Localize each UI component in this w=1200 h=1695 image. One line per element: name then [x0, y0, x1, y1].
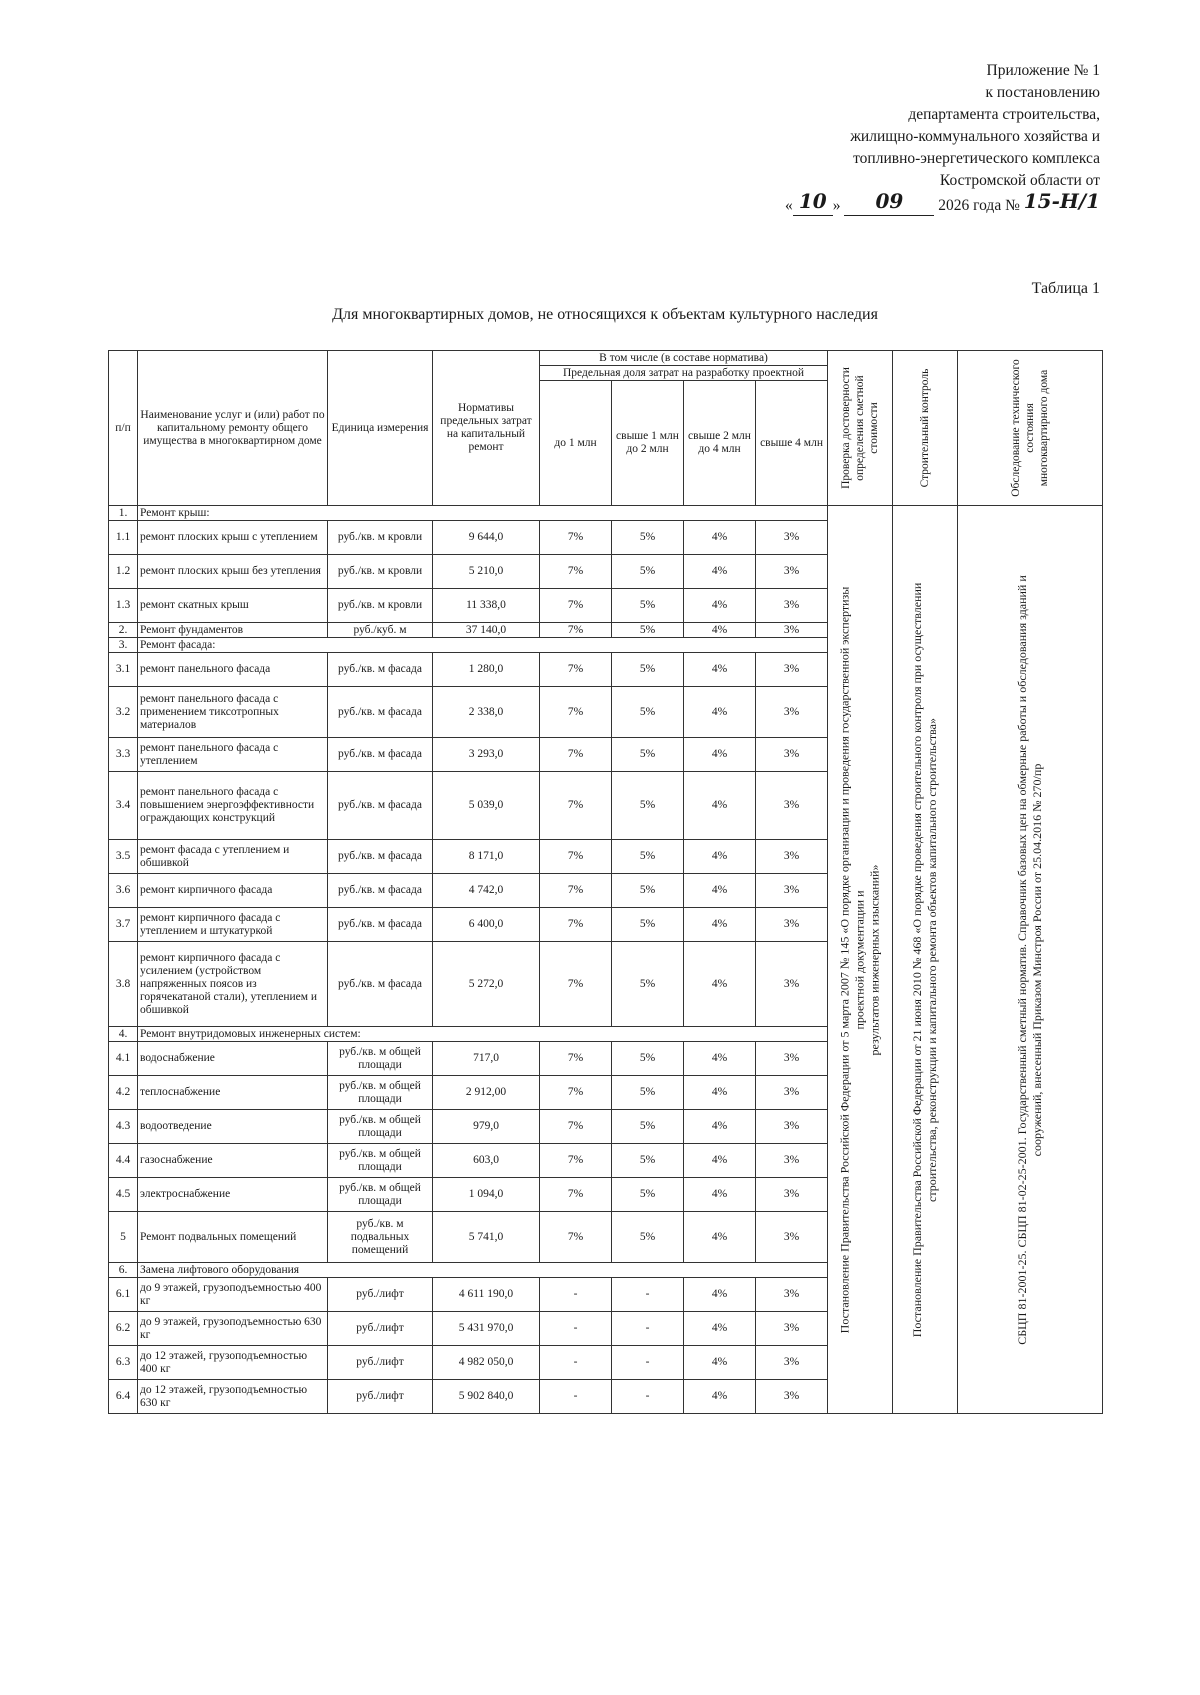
norm-cell: 5 210,0	[433, 555, 540, 589]
row-number: 3.8	[109, 942, 138, 1027]
share-2m-4m: 4%	[684, 687, 756, 738]
unit-cell: руб./кв. м фасада	[328, 874, 433, 908]
header-line: к постановлению	[985, 84, 1100, 101]
share-over-4m: 3%	[756, 1380, 828, 1414]
work-name: электроснабжение	[138, 1178, 328, 1212]
header-line: топливно-энергетического комплекса	[853, 150, 1100, 167]
share-up-to-1m: 7%	[540, 1178, 612, 1212]
share-over-4m: 3%	[756, 1178, 828, 1212]
norm-cell: 37 140,0	[433, 623, 540, 638]
row-number: 3.	[109, 638, 138, 653]
share-over-4m: 3%	[756, 653, 828, 687]
share-1m-2m: 5%	[612, 687, 684, 738]
share-1m-2m: -	[612, 1278, 684, 1312]
norm-cell: 5 902 840,0	[433, 1380, 540, 1414]
share-up-to-1m: 7%	[540, 1042, 612, 1076]
row-number: 4.4	[109, 1144, 138, 1178]
share-2m-4m: 4%	[684, 874, 756, 908]
share-over-4m: 3%	[756, 1212, 828, 1263]
quote-close: »	[832, 197, 841, 214]
share-2m-4m: 4%	[684, 623, 756, 638]
share-over-4m: 3%	[756, 1346, 828, 1380]
share-up-to-1m: -	[540, 1346, 612, 1380]
header-estimate-check: Проверка достоверности определения сметной стоимости	[828, 351, 893, 506]
norm-cell: 5 741,0	[433, 1212, 540, 1263]
section-title: Ремонт крыш:	[138, 506, 828, 521]
share-1m-2m: 5%	[612, 772, 684, 840]
share-2m-4m: 4%	[684, 1144, 756, 1178]
row-number: 2.	[109, 623, 138, 638]
table-row	[109, 506, 1103, 521]
unit-cell: руб./лифт	[328, 1346, 433, 1380]
share-up-to-1m: 7%	[540, 521, 612, 555]
row-number: 4.5	[109, 1178, 138, 1212]
share-1m-2m: 5%	[612, 738, 684, 772]
norm-cell: 717,0	[433, 1042, 540, 1076]
share-up-to-1m: 7%	[540, 772, 612, 840]
header-num: п/п	[109, 351, 138, 506]
date-month: 09	[875, 189, 904, 213]
share-2m-4m: 4%	[684, 653, 756, 687]
share-1m-2m: -	[612, 1346, 684, 1380]
row-number: 1.3	[109, 589, 138, 623]
share-over-4m: 3%	[756, 772, 828, 840]
share-1m-2m: 5%	[612, 908, 684, 942]
share-up-to-1m: 7%	[540, 1144, 612, 1178]
share-2m-4m: 4%	[684, 1380, 756, 1414]
share-1m-2m: 5%	[612, 521, 684, 555]
share-over-4m: 3%	[756, 738, 828, 772]
unit-cell: руб./кв. м фасада	[328, 653, 433, 687]
header-name: Наименование услуг и (или) работ по капитальному ремонту общего имущества в многоквартирном доме	[138, 351, 328, 506]
header-2m-4m: свыше 2 млн до 4 млн	[684, 381, 756, 506]
share-over-4m: 3%	[756, 687, 828, 738]
share-2m-4m: 4%	[684, 772, 756, 840]
section-title: Ремонт фасада:	[138, 638, 828, 653]
table-label: Таблица 1	[1031, 280, 1100, 297]
share-over-4m: 3%	[756, 840, 828, 874]
section-title: Замена лифтового оборудования	[138, 1263, 828, 1278]
norm-cell: 5 431 970,0	[433, 1312, 540, 1346]
work-name: водоснабжение	[138, 1042, 328, 1076]
unit-cell: руб./лифт	[328, 1380, 433, 1414]
work-name: до 12 этажей, грузоподъемностью 400 кг	[138, 1346, 328, 1380]
share-2m-4m: 4%	[684, 942, 756, 1027]
share-2m-4m: 4%	[684, 840, 756, 874]
work-name: ремонт панельного фасада с утеплением	[138, 738, 328, 772]
note-line: строительства, реконструкции и капитального ремонта объектов капитального строительства»	[925, 717, 940, 1202]
share-1m-2m: 5%	[612, 589, 684, 623]
share-up-to-1m: 7%	[540, 874, 612, 908]
share-up-to-1m: 7%	[540, 840, 612, 874]
share-over-4m: 3%	[756, 521, 828, 555]
construction-control-basis	[893, 506, 958, 1414]
unit-cell: руб./кв. м общей площади	[328, 1076, 433, 1110]
work-name: теплоснабжение	[138, 1076, 328, 1110]
share-2m-4m: 4%	[684, 1278, 756, 1312]
section-title: Ремонт внутридомовых инженерных систем:	[138, 1027, 828, 1042]
row-number: 4.	[109, 1027, 138, 1042]
share-up-to-1m: -	[540, 1380, 612, 1414]
norm-cell: 603,0	[433, 1144, 540, 1178]
work-name: Ремонт подвальных помещений	[138, 1212, 328, 1263]
norm-cell: 8 171,0	[433, 840, 540, 874]
norm-cell: 11 338,0	[433, 589, 540, 623]
share-over-4m: 3%	[756, 623, 828, 638]
appendix-header	[785, 60, 1100, 217]
share-over-4m: 3%	[756, 942, 828, 1027]
header-unit: Единица измерения	[328, 351, 433, 506]
row-number: 3.7	[109, 908, 138, 942]
share-1m-2m: -	[612, 1380, 684, 1414]
norm-cell: 9 644,0	[433, 521, 540, 555]
share-up-to-1m: 7%	[540, 687, 612, 738]
share-1m-2m: 5%	[612, 1212, 684, 1263]
share-2m-4m: 4%	[684, 1076, 756, 1110]
quote-open: «	[785, 197, 793, 214]
row-number: 6.1	[109, 1278, 138, 1312]
header-date-line	[785, 189, 1100, 217]
share-over-4m: 3%	[756, 555, 828, 589]
share-over-4m: 3%	[756, 874, 828, 908]
table-caption: Для многоквартирных домов, не относящихся к объектам культурного наследия	[332, 306, 878, 323]
share-over-4m: 3%	[756, 1076, 828, 1110]
share-over-4m: 3%	[756, 1110, 828, 1144]
share-1m-2m: 5%	[612, 555, 684, 589]
row-number: 3.1	[109, 653, 138, 687]
share-2m-4m: 4%	[684, 908, 756, 942]
header-up-to-1m: до 1 млн	[540, 381, 612, 506]
unit-cell: руб./лифт	[328, 1312, 433, 1346]
unit-cell: руб./кв. м общей площади	[328, 1042, 433, 1076]
row-number: 1.1	[109, 521, 138, 555]
share-over-4m: 3%	[756, 1042, 828, 1076]
share-over-4m: 3%	[756, 1278, 828, 1312]
note-line: результатов инженерных изысканий»	[867, 864, 882, 1055]
share-1m-2m: 5%	[612, 1178, 684, 1212]
row-number: 4.3	[109, 1110, 138, 1144]
unit-cell: руб./куб. м	[328, 623, 433, 638]
norm-cell: 2 912,00	[433, 1076, 540, 1110]
share-up-to-1m: 7%	[540, 1076, 612, 1110]
work-name: до 12 этажей, грузоподъемностью 630 кг	[138, 1380, 328, 1414]
work-name: ремонт панельного фасада с применением тиксотропных материалов	[138, 687, 328, 738]
note-line: проектной документации и	[852, 889, 867, 1030]
share-2m-4m: 4%	[684, 555, 756, 589]
norm-cell: 1 280,0	[433, 653, 540, 687]
work-name: до 9 этажей, грузоподъемностью 400 кг	[138, 1278, 328, 1312]
header-construction-control: Строительный контроль	[893, 351, 958, 506]
unit-cell: руб./кв. м фасада	[328, 772, 433, 840]
norm-cell: 5 272,0	[433, 942, 540, 1027]
work-name: ремонт панельного фасада с повышением энергоэффективности ограждающих конструкций	[138, 772, 328, 840]
header-including: В том числе (в составе норматива)	[540, 351, 828, 366]
share-over-4m: 3%	[756, 908, 828, 942]
share-1m-2m: 5%	[612, 840, 684, 874]
norm-cell: 5 039,0	[433, 772, 540, 840]
work-name: газоснабжение	[138, 1144, 328, 1178]
share-1m-2m: 5%	[612, 942, 684, 1027]
unit-cell: руб./кв. м фасада	[328, 687, 433, 738]
unit-cell: руб./кв. м общей площади	[328, 1144, 433, 1178]
row-number: 4.1	[109, 1042, 138, 1076]
row-number: 4.2	[109, 1076, 138, 1110]
share-2m-4m: 4%	[684, 1178, 756, 1212]
share-up-to-1m: 7%	[540, 942, 612, 1027]
row-number: 3.4	[109, 772, 138, 840]
norm-cell: 979,0	[433, 1110, 540, 1144]
header-over-4m: свыше 4 млн	[756, 381, 828, 506]
row-number: 1.2	[109, 555, 138, 589]
row-number: 3.3	[109, 738, 138, 772]
row-number: 3.5	[109, 840, 138, 874]
header-norm: Нормативы предельных затрат на капитальный ремонт	[433, 351, 540, 506]
share-1m-2m: -	[612, 1312, 684, 1346]
header-line: Костромской области от	[939, 172, 1100, 189]
header-line: жилищно-коммунального хозяйства и	[850, 128, 1100, 145]
share-2m-4m: 4%	[684, 1110, 756, 1144]
unit-cell: руб./кв. м кровли	[328, 555, 433, 589]
row-number: 6.4	[109, 1380, 138, 1414]
share-over-4m: 3%	[756, 1312, 828, 1346]
share-up-to-1m: 7%	[540, 653, 612, 687]
share-up-to-1m: 7%	[540, 555, 612, 589]
header-design-share: Предельная доля затрат на разработку проектной	[540, 366, 828, 381]
work-name: ремонт плоских крыш без утепления	[138, 555, 328, 589]
share-up-to-1m: 7%	[540, 623, 612, 638]
date-month-field	[844, 189, 934, 216]
share-2m-4m: 4%	[684, 1212, 756, 1263]
share-1m-2m: 5%	[612, 874, 684, 908]
share-1m-2m: 5%	[612, 1110, 684, 1144]
date-day-field	[793, 189, 833, 216]
share-2m-4m: 4%	[684, 1312, 756, 1346]
norm-cell: 4 742,0	[433, 874, 540, 908]
note-line: СБЦП 81-2001-25. СБЦП 81-02-25-2001. Государственный сметный норматив. Справочник базовых цен на обмерные работы и обследования зданий и	[1015, 574, 1030, 1345]
work-name: ремонт кирпичного фасада	[138, 874, 328, 908]
unit-cell: руб./кв. м общей площади	[328, 1178, 433, 1212]
table-body	[109, 506, 1103, 1414]
share-up-to-1m: 7%	[540, 908, 612, 942]
share-up-to-1m: 7%	[540, 1110, 612, 1144]
header-line: Приложение № 1	[986, 62, 1100, 79]
row-number: 3.2	[109, 687, 138, 738]
document-number: 15-Н/1	[1023, 189, 1100, 213]
inspection-basis	[958, 506, 1103, 1414]
unit-cell: руб./кв. м кровли	[328, 521, 433, 555]
work-name: до 9 этажей, грузоподъемностью 630 кг	[138, 1312, 328, 1346]
share-1m-2m: 5%	[612, 653, 684, 687]
work-name: ремонт плоских крыш с утеплением	[138, 521, 328, 555]
unit-cell: руб./кв. м кровли	[328, 589, 433, 623]
row-number: 6.2	[109, 1312, 138, 1346]
work-name: ремонт кирпичного фасада с усилением (устройством напряженных поясов из горячекатаной стали), утеплением и обшивкой	[138, 942, 328, 1027]
share-2m-4m: 4%	[684, 521, 756, 555]
row-number: 6.3	[109, 1346, 138, 1380]
work-name: водоотведение	[138, 1110, 328, 1144]
header-line: департамента строительства,	[908, 106, 1100, 123]
share-1m-2m: 5%	[612, 623, 684, 638]
row-number: 5	[109, 1212, 138, 1263]
share-up-to-1m: 7%	[540, 589, 612, 623]
row-number: 3.6	[109, 874, 138, 908]
share-over-4m: 3%	[756, 589, 828, 623]
note-line: сооружений, внесенный Приказом Минстроя России от 25.04.2016 № 270/пр	[1030, 763, 1045, 1156]
norm-cell: 1 094,0	[433, 1178, 540, 1212]
share-2m-4m: 4%	[684, 738, 756, 772]
note-line: Постановление Правительства Российской Федерации от 5 марта 2007 № 145 «О порядке организации и проведения государственной экспертизы	[837, 586, 852, 1333]
norm-cell: 3 293,0	[433, 738, 540, 772]
unit-cell: руб./кв. м фасада	[328, 738, 433, 772]
row-number: 1.	[109, 506, 138, 521]
unit-cell: руб./кв. м подвальных помещений	[328, 1212, 433, 1263]
work-name: ремонт панельного фасада	[138, 653, 328, 687]
note-line: Постановление Правительства Российской Федерации от 21 июня 2010 № 468 «О порядке проведения строительного контроля при осуществлении	[910, 582, 925, 1337]
share-2m-4m: 4%	[684, 1346, 756, 1380]
work-name: Ремонт фундаментов	[138, 623, 328, 638]
share-up-to-1m: 7%	[540, 1212, 612, 1263]
unit-cell: руб./кв. м фасада	[328, 942, 433, 1027]
norm-cell: 4 982 050,0	[433, 1346, 540, 1380]
work-name: ремонт фасада с утеплением и обшивкой	[138, 840, 328, 874]
date-day: 10	[798, 189, 827, 213]
row-number: 6.	[109, 1263, 138, 1278]
norm-cell: 4 611 190,0	[433, 1278, 540, 1312]
share-over-4m: 3%	[756, 1144, 828, 1178]
share-1m-2m: 5%	[612, 1042, 684, 1076]
share-up-to-1m: -	[540, 1278, 612, 1312]
header-1m-2m: свыше 1 млн до 2 млн	[612, 381, 684, 506]
share-2m-4m: 4%	[684, 1042, 756, 1076]
share-up-to-1m: -	[540, 1312, 612, 1346]
estimate-check-basis	[828, 506, 893, 1414]
share-1m-2m: 5%	[612, 1076, 684, 1110]
work-name: ремонт скатных крыш	[138, 589, 328, 623]
norm-cell: 6 400,0	[433, 908, 540, 942]
unit-cell: руб./кв. м фасада	[328, 840, 433, 874]
share-1m-2m: 5%	[612, 1144, 684, 1178]
work-name: ремонт кирпичного фасада с утеплением и штукатуркой	[138, 908, 328, 942]
unit-cell: руб./лифт	[328, 1278, 433, 1312]
share-up-to-1m: 7%	[540, 738, 612, 772]
unit-cell: руб./кв. м общей площади	[328, 1110, 433, 1144]
header-inspection: Обследование технического состояния многоквартирного дома	[958, 351, 1103, 506]
norms-table	[108, 350, 1103, 1414]
date-year-text: 2026 года №	[938, 197, 1020, 214]
share-2m-4m: 4%	[684, 589, 756, 623]
norm-cell: 2 338,0	[433, 687, 540, 738]
unit-cell: руб./кв. м фасада	[328, 908, 433, 942]
